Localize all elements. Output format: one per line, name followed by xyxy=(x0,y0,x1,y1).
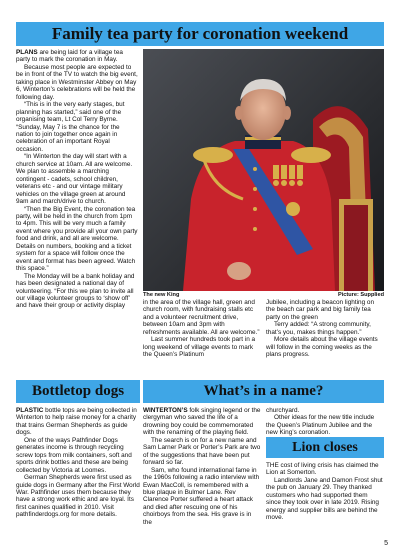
bottletop-story xyxy=(16,407,140,539)
photo-caption: The new King xyxy=(143,292,180,298)
lead-bold: PLANS xyxy=(16,49,38,56)
lead-paragraph xyxy=(16,49,138,64)
bottletop-banner xyxy=(16,380,140,403)
page-number: 5 xyxy=(384,540,388,547)
bottletop-title: Bottletop dogs xyxy=(31,383,125,399)
paragraph: Other ideas for the new title include the Queen’s Platinum Jubilee and the new King’s coronation. xyxy=(266,414,375,437)
main-story-column-2 xyxy=(143,299,261,377)
lion-story xyxy=(266,462,384,540)
paragraph: “Then the Big Event, the coronation tea party, will be held in the church from 1pm to 4pm. This will be very much a family event where you provide all your own party food and drink, and all are welcome. Details on numbers, booking and a ticket system for a space will follow once the event and format has been agreed. Watch this space.” xyxy=(16,205,138,273)
headline-banner xyxy=(16,22,384,46)
lead-paragraph xyxy=(143,407,261,437)
king-photo xyxy=(143,49,384,291)
lead-rest: bottle tops are being collected in Winterton to help raise money for a charity that trains German Shepherds as guide dogs. xyxy=(16,407,137,437)
paragraph: THE cost of living crisis has claimed the Lion at Somerton. xyxy=(266,462,379,477)
lion-banner xyxy=(266,437,384,458)
main-story-column-3 xyxy=(266,299,384,377)
paragraph: One of the ways Pathfinder Dogs generates income is through recycling screw tops from milk containers, soft and sports drink bottles and these are being collected by Victoria at Loomes. xyxy=(16,436,132,474)
paragraph: in the area of the village hall, green and church room, with fundraising stalls etc and a volunteer recruitment drive, between 10am and 3pm with refreshments available. All are welcome.” xyxy=(143,299,260,336)
paragraph: More details about the village events will follow in the coming weeks as the plans progress. xyxy=(266,336,378,359)
paragraph: Because most people are expected to be in front of the TV to watch the big event, taking place in Westminster Abbey on May 6, Winterton’s celebrations will be held the following day. xyxy=(16,63,138,101)
lead-rest: folk singing legend or the clergyman who saved the life of a drowning boy could be commemorated with the renaming of the playing field. xyxy=(143,407,261,437)
name-story-column-2 xyxy=(266,407,384,437)
paragraph: The Monday will be a bank holiday and has been designated a national day of volunteering. “For this we plan to invite all our village volunteer groups to ‘show off’ and have their group or activity display xyxy=(16,272,135,310)
paragraph: “In Winterton the day will start with a church service at 10am. All are welcome. We plan to assemble a marching contingent - cadets, school children, veterans etc - and our vintage military vehicles on the village green at around 9am and march/drive to church. xyxy=(16,153,133,206)
paragraph: Terry added: “A strong community, that’s you, makes things happen.” xyxy=(266,321,371,336)
name-title: What’s in a name? xyxy=(203,383,324,399)
name-story-column-1 xyxy=(143,407,261,539)
lead-rest: are being laid for a village tea party to mark the coronation in May. xyxy=(16,49,123,64)
lead-bold: PLASTIC xyxy=(16,407,44,414)
lead-bold: WINTERTON’S xyxy=(143,407,188,414)
paragraph: churchyard. xyxy=(266,407,300,414)
lead-paragraph xyxy=(16,407,140,437)
paragraph: Last summer hundreds took part in a long weekend of village events to mark the Queen’s Platinum xyxy=(143,336,256,359)
paragraph: Landlords Jane and Damon Frost shut the pub on January 29. They thanked customers who had supported them since they took over in late 2019. Rising energy and supplier bills are behind the move. xyxy=(266,476,383,522)
paragraph: “This is in the very early stages, but planning has started,” said one of the organising team, Lt Col Terry Byrne. “Sunday, May 7 is the chance for the nation to join together once again in celebration of an important Royal occasion. xyxy=(16,101,125,153)
paragraph: The search is on for a new name and Sam Larner Park or Porter’s Park are two of the suggestions that have been put forward so far. xyxy=(143,436,261,467)
headline: Family tea party for coronation weekend xyxy=(51,24,349,43)
king-portrait-illustration xyxy=(143,49,384,291)
lion-title: Lion closes xyxy=(292,440,358,455)
photo-credit: Picture: Supplied xyxy=(338,292,384,298)
paragraph: German Shepherds were first used as guide dogs in Germany after the First World War. Pathfinder uses them because they have a strong work ethic and are loyal. Its first canines qualified in 2010. Visit pathfinderdogs.org for more details. xyxy=(16,474,140,519)
main-story-column-1 xyxy=(16,49,138,375)
paragraph: Jubilee, including a beacon lighting on the beach car park and big family tea party on the green xyxy=(266,299,375,321)
name-banner xyxy=(143,380,384,403)
paragraph: Sam, who found international fame in the 1960s following a radio interview with Ewan MacColl, is remembered with a blue plaque in Bulmer Lane. Rev Clarence Porter suffered a heart attack and died after rescuing one of his choirboys from the sea. His grave is in the xyxy=(143,466,260,526)
